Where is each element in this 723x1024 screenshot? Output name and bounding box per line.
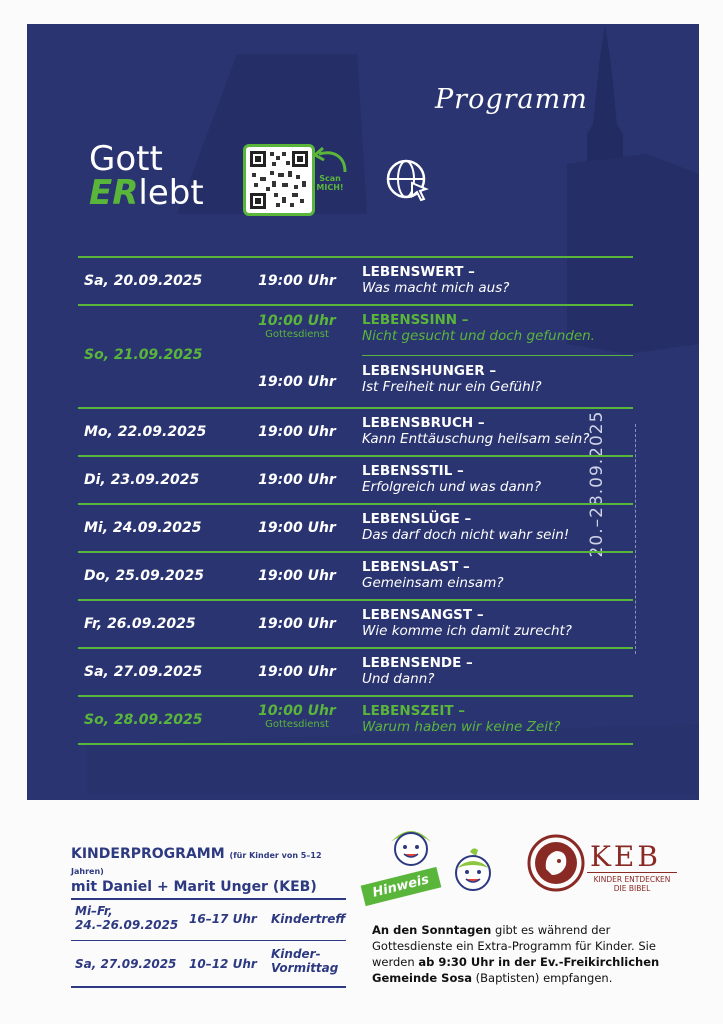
- globe-cursor-icon[interactable]: [384, 157, 432, 205]
- schedule-row: So, 28.09.2025 10:00 Uhr Gottesdienst LEBENSZEIT – Warum haben wir keine Zeit?: [78, 695, 633, 745]
- logo-lebt: lebt: [138, 173, 204, 213]
- kids-row: Mi–Fr, 24.–26.09.2025 16–17 Uhr Kindertreff: [71, 900, 346, 941]
- logo-er: ER: [89, 173, 139, 213]
- program-heading: Programm: [435, 84, 588, 115]
- kids-schedule-table: [71, 898, 346, 988]
- schedule-row: Fr, 26.09.2025 19:00 Uhr LEBENSANGST – Wie komme ich damit zurecht?: [78, 599, 633, 647]
- child-face-icon: [448, 846, 498, 892]
- keb-title: KEB: [590, 840, 661, 873]
- date-range-rule: [635, 424, 636, 654]
- logo-gott: Gott: [89, 139, 163, 179]
- keb-logo-icon: [526, 833, 586, 893]
- kids-row: Sa, 27.09.2025 10–12 Uhr Kinder- Vormittag: [71, 941, 346, 988]
- hinweis-text: An den Sonntagen gibt es während der Gottesdienste ein Extra-Programm für Kinder. Sie werden ab 9:30 Uhr in der Ev.-Freikirchlichen Gemeinde Sosa (Baptisten) empfangen.: [372, 923, 660, 985]
- row-divider: [362, 355, 633, 356]
- keb-subtitle: KINDER ENTDECKEN DIE BIBEL: [587, 872, 677, 893]
- scan-label: Scan MICH!: [316, 174, 344, 192]
- schedule-row: Sa, 20.09.2025 19:00 Uhr LEBENSWERT – Was macht mich aus?: [78, 256, 633, 304]
- child-face-icon: [386, 824, 436, 868]
- schedule-row: Sa, 27.09.2025 19:00 Uhr LEBENSENDE – Und dann?: [78, 647, 633, 695]
- kids-heading: KINDERPROGRAMM: [71, 846, 225, 862]
- schedule-table: [78, 256, 633, 745]
- kids-program-header: [71, 846, 355, 895]
- kids-age-note: (für Kinder von 5–12 Jahren): [71, 851, 322, 876]
- hinweis-badge: Hinweis: [361, 867, 441, 906]
- schedule-row: So, 21.09.2025 10:00 Uhr Gottesdienst LEBENSSINN – Nicht gesucht und doch gefunden. 19:00 Uhr LEBENSHUNGER – Ist Freiheit nur ein Gefühl?: [78, 304, 633, 407]
- schedule-row: Do, 25.09.2025 19:00 Uhr LEBENSLAST – Gemeinsam einsam?: [78, 551, 633, 599]
- qr-code[interactable]: [243, 144, 315, 216]
- kids-subheading: mit Daniel + Marit Unger (KEB): [71, 879, 317, 895]
- scan-arrow-icon: [309, 146, 349, 176]
- date-range: 20.–28.09.2025: [587, 410, 607, 558]
- schedule-row: Mo, 22.09.2025 19:00 Uhr LEBENSBRUCH – Kann Enttäuschung heilsam sein?: [78, 407, 633, 455]
- gott-erlebt-logo: [89, 139, 229, 222]
- schedule-row: Di, 23.09.2025 19:00 Uhr LEBENSSTIL – Erfolgreich und was dann?: [78, 455, 633, 503]
- schedule-row: Mi, 24.09.2025 19:00 Uhr LEBENSLÜGE – Das darf doch nicht wahr sein!: [78, 503, 633, 551]
- program-poster: [27, 24, 699, 800]
